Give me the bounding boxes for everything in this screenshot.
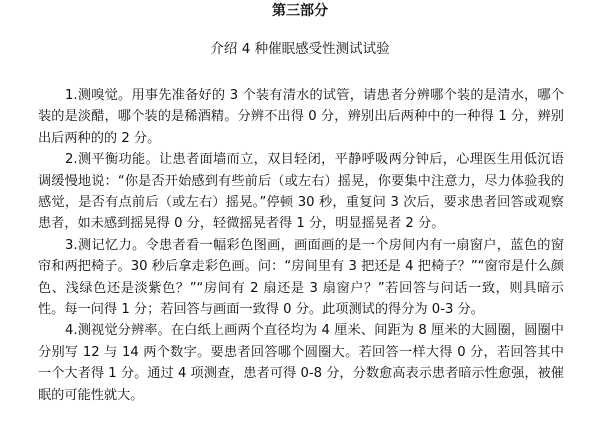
paragraph-balance-test: 2.测平衡功能。让患者面墙而立，双目轻闭，平静呼吸两分钟后，心理医生用低沉语调缓慢地说：“你是否开始感到有些前后（或左右）摇晃，你要集中注意力，尽力体验我的感觉，是否有点前后（或左右）摇晃。”停顿 30 秒，重复问 3 次后，要求患者回答或观察患者，如未感到摇晃得 0 分，轻微摇晃者得 1 分，明显摇晃者 2 分。 (38, 152, 564, 232)
paragraph-vision-test: 4.测视觉分辨率。在白纸上画两个直径均为 4 厘米、间距为 8 厘米的大圆圈，圆圈中分别写 12 与 14 两个数字。要患者回答哪个圆圈大。若回答一样大得 0 分，若回答其中一个大者得 1 分。通过 4 项测查，患者可得 0-8 分，分数愈高表示患者暗示性愈强，被催眠的可能性就大。 (38, 323, 564, 403)
paragraph-memory-test: 3.测记忆力。令患者看一幅彩色图画，画面画的是一个房间内有一扇窗户，蓝色的窗帘和两把椅子。30 秒后拿走彩色画。问：“房间里有 3 把还是 4 把椅子？”“窗帘是什么颜色、浅绿色还是淡紫色？”“房间有 2 扇还是 3 扇窗户？”若回答与问话一致，则具暗示性。每一问得 1 分；若回答与画面一致得 0 分。此项测试的得分为 0-3 分。 (38, 237, 564, 318)
section-title: 介绍 4 种催眠感受性测试试验 (210, 41, 390, 57)
paragraph-smell-test: 1.测嗅觉。用事先准备好的 3 个装有清水的试管，请患者分辨哪个装的是清水，哪个装的是淡醋，哪个装的是稀酒精。分辨不出得 0 分，辨别出后两种中的一种得 1 分，辨别出后两种的的 2 分。 (38, 88, 564, 146)
part-title: 第三部分 (272, 3, 328, 19)
body-text (38, 85, 564, 406)
